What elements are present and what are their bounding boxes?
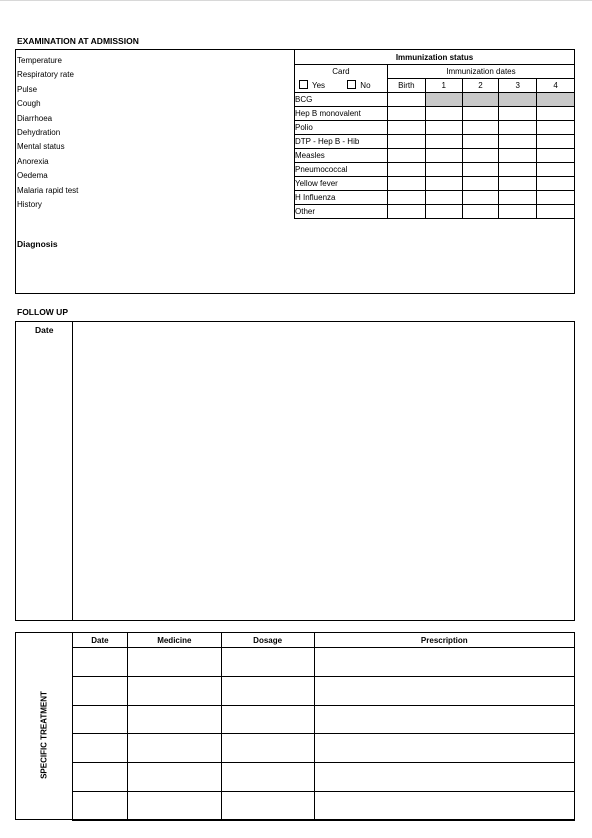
vaccine-row (295, 205, 575, 219)
admission-title: EXAMINATION AT ADMISSION (17, 36, 139, 46)
vaccine-measles: Measles (295, 149, 388, 163)
col-2: 2 (462, 79, 499, 93)
cell[interactable] (221, 648, 314, 677)
diagnosis-label: Diagnosis (17, 239, 58, 249)
cell[interactable] (314, 648, 574, 677)
date-cell[interactable] (425, 121, 462, 135)
cell[interactable] (73, 705, 128, 734)
vitals-list (17, 54, 78, 212)
card-label: Card (295, 65, 388, 79)
vital-pulse: Pulse (17, 84, 38, 94)
shaded-cell (537, 93, 575, 107)
cell[interactable] (221, 763, 314, 792)
treatment-row (73, 763, 575, 792)
cell[interactable] (221, 791, 314, 820)
specific-treatment-label: SPECIFIC TREATMENT (39, 691, 49, 779)
vaccine-pneumococcal: Pneumococcal (295, 163, 388, 177)
vital-malaria-rapid-test: Malaria rapid test (17, 185, 79, 195)
treatment-table (72, 632, 575, 821)
vaccine-yellow-fever: Yellow fever (295, 177, 388, 191)
vital-respiratory-rate: Respiratory rate (17, 70, 74, 80)
date-cell[interactable] (425, 205, 462, 219)
cell[interactable] (73, 734, 128, 763)
date-cell[interactable] (537, 135, 575, 149)
cell[interactable] (221, 734, 314, 763)
vital-history: History (17, 199, 42, 209)
date-cell[interactable] (425, 149, 462, 163)
cell[interactable] (127, 676, 221, 705)
header-prescription: Prescription (314, 633, 574, 648)
date-cell[interactable] (499, 107, 537, 121)
header-date: Date (73, 633, 128, 648)
date-cell[interactable] (387, 163, 425, 177)
date-cell[interactable] (462, 121, 499, 135)
follow-up-box[interactable] (15, 321, 575, 621)
cell[interactable] (127, 648, 221, 677)
vaccine-row (295, 107, 575, 121)
col-3: 3 (499, 79, 537, 93)
treatment-row (73, 648, 575, 677)
vaccine-other: Other (295, 205, 388, 219)
vital-mental-status: Mental status (17, 142, 65, 152)
date-cell[interactable] (387, 177, 425, 191)
date-cell[interactable] (462, 163, 499, 177)
col-4: 4 (537, 79, 575, 93)
vaccine-h-influenza: H Influenza (295, 191, 388, 205)
cell[interactable] (221, 705, 314, 734)
date-cell[interactable] (499, 163, 537, 177)
header-medicine: Medicine (127, 633, 221, 648)
vaccine-row (295, 121, 575, 135)
date-cell[interactable] (387, 121, 425, 135)
cell[interactable] (314, 791, 574, 820)
cell[interactable] (73, 763, 128, 792)
date-cell[interactable] (499, 177, 537, 191)
date-cell[interactable] (462, 205, 499, 219)
date-cell[interactable] (387, 149, 425, 163)
vaccine-row (295, 149, 575, 163)
header-dosage: Dosage (221, 633, 314, 648)
date-cell[interactable] (537, 205, 575, 219)
date-cell[interactable] (499, 121, 537, 135)
vaccine-polio: Polio (295, 121, 388, 135)
cell[interactable] (314, 734, 574, 763)
date-cell[interactable] (387, 93, 425, 107)
cell[interactable] (127, 705, 221, 734)
vital-dehydration: Dehydration (17, 127, 61, 137)
date-cell[interactable] (462, 107, 499, 121)
follow-up-date-label: Date (35, 325, 54, 335)
vaccine-row (295, 135, 575, 149)
yes-checkbox[interactable] (299, 80, 308, 89)
card-options (295, 79, 388, 93)
date-cell[interactable] (499, 205, 537, 219)
cell[interactable] (127, 791, 221, 820)
vaccine-dtp: DTP - Hep B - Hib (295, 135, 388, 149)
cell[interactable] (73, 648, 128, 677)
date-cell[interactable] (462, 149, 499, 163)
date-cell[interactable] (425, 163, 462, 177)
yes-label: Yes (312, 80, 326, 90)
cell[interactable] (73, 791, 128, 820)
cell[interactable] (221, 676, 314, 705)
date-cell[interactable] (537, 177, 575, 191)
date-cell[interactable] (387, 107, 425, 121)
date-cell[interactable] (425, 177, 462, 191)
vaccine-row (295, 191, 575, 205)
cell[interactable] (314, 676, 574, 705)
no-label: No (360, 80, 371, 90)
cell[interactable] (314, 705, 574, 734)
date-cell[interactable] (425, 135, 462, 149)
cell[interactable] (127, 763, 221, 792)
date-cell[interactable] (499, 135, 537, 149)
shaded-cell (425, 93, 462, 107)
cell[interactable] (314, 763, 574, 792)
date-cell[interactable] (462, 191, 499, 205)
col-1: 1 (425, 79, 462, 93)
date-cell[interactable] (537, 121, 575, 135)
vital-anorexia: Anorexia (17, 156, 49, 166)
shaded-cell (462, 93, 499, 107)
date-cell[interactable] (387, 135, 425, 149)
date-cell[interactable] (462, 135, 499, 149)
date-cell[interactable] (537, 191, 575, 205)
treatment-row (73, 705, 575, 734)
immunization-table (294, 49, 575, 219)
vital-diarrhoea: Diarrhoea (17, 113, 53, 123)
date-cell[interactable] (462, 177, 499, 191)
treatment-side (16, 650, 72, 820)
vaccine-row (295, 93, 575, 107)
shaded-cell (499, 93, 537, 107)
cell[interactable] (73, 676, 128, 705)
immunization-dates-label: Immunization dates (387, 65, 574, 79)
date-cell[interactable] (387, 191, 425, 205)
follow-up-title: FOLLOW UP (17, 307, 68, 317)
treatment-row (73, 676, 575, 705)
date-cell[interactable] (499, 191, 537, 205)
date-cell[interactable] (537, 107, 575, 121)
date-cell[interactable] (499, 149, 537, 163)
vital-temperature: Temperature (17, 56, 62, 65)
vital-cough: Cough (17, 99, 41, 109)
col-birth: Birth (387, 79, 425, 93)
date-cell[interactable] (537, 149, 575, 163)
follow-up-divider (72, 321, 73, 621)
cell[interactable] (127, 734, 221, 763)
date-cell[interactable] (387, 205, 425, 219)
page-top-border (0, 0, 592, 1)
vaccine-bcg: BCG (295, 93, 388, 107)
treatment-row (73, 734, 575, 763)
date-cell[interactable] (425, 107, 462, 121)
vaccine-row (295, 177, 575, 191)
vaccine-row (295, 163, 575, 177)
vital-oedema: Oedema (17, 171, 48, 181)
treatment-row (73, 791, 575, 820)
date-cell[interactable] (425, 191, 462, 205)
immunization-title: Immunization status (295, 50, 575, 65)
date-cell[interactable] (537, 163, 575, 177)
vaccine-hep-b: Hep B monovalent (295, 107, 388, 121)
no-checkbox[interactable] (347, 80, 356, 89)
